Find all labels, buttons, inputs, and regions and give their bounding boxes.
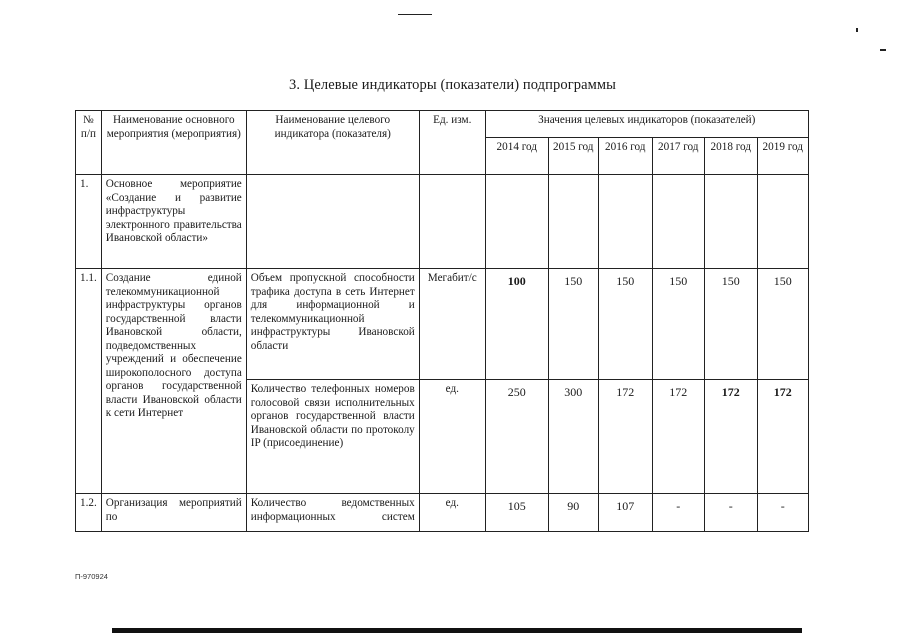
header-values-group: Значения целевых индикаторов (показателей) (485, 111, 808, 138)
value-2015: 150 (548, 269, 598, 380)
row-number: 1. (76, 175, 102, 269)
header-year-2014: 2014 год (485, 138, 548, 175)
value-2018: 150 (704, 269, 757, 380)
indicator-name: Количество телефонных номеров голосовой связи исполнительных органов государственной власти Ивановской области по протоколу IP (присоединение) (246, 380, 419, 494)
scan-edge-bar (112, 628, 802, 633)
row-number: 1.2. (76, 494, 102, 532)
value-2016: 150 (598, 269, 652, 380)
header-year-2018: 2018 год (704, 138, 757, 175)
indicator-name: Объем пропускной способности трафика доступа в сеть Интернет для информационной и телекоммуникационной инфраструктуры Ивановской области (246, 269, 419, 380)
value-2014: 250 (485, 380, 548, 494)
header-indicator: Наименование целевого индикатора (показателя) (246, 111, 419, 175)
indicators-table (75, 110, 809, 532)
value-2017: 150 (652, 269, 704, 380)
value-2016: 107 (598, 494, 652, 532)
header-no: № п/п (76, 111, 102, 175)
table-row (76, 494, 809, 532)
scan-mark-top (398, 14, 432, 15)
measure-cell: Основное мероприятие «Создание и развитие инфраструктуры электронного правительства Ивановской области» (101, 175, 246, 269)
value-2019: 172 (757, 380, 808, 494)
value-2018: 172 (704, 380, 757, 494)
scan-mark-right (856, 28, 858, 32)
row-number: 1.1. (76, 269, 102, 494)
table-row (76, 175, 809, 269)
value-2017: - (652, 494, 704, 532)
indicator-unit: Мегабит/с (419, 269, 485, 380)
indicator-name: Количество ведомственных информационных систем (246, 494, 419, 532)
header-year-2019: 2019 год (757, 138, 808, 175)
header-year-2016: 2016 год (598, 138, 652, 175)
measure-cell: Организация мероприятий по (101, 494, 246, 532)
value-2014: 100 (485, 269, 548, 380)
indicator-unit: ед. (419, 380, 485, 494)
measure-cell: Создание единой телекоммуникационной инфраструктуры органов государственной власти Ивановской области, подведомственных учреждений и обеспечение широкополосного доступа органов государственной власти Ивановской области к сети Интернет (101, 269, 246, 494)
indicator-unit: ед. (419, 494, 485, 532)
header-unit: Ед. изм. (419, 111, 485, 175)
scan-mark-right-2 (880, 49, 886, 51)
value-2019: 150 (757, 269, 808, 380)
value-2018: - (704, 494, 757, 532)
value-2016: 172 (598, 380, 652, 494)
value-2015: 90 (548, 494, 598, 532)
header-year-2015: 2015 год (548, 138, 598, 175)
value-2014: 105 (485, 494, 548, 532)
page-title: 3. Целевые индикаторы (показатели) подпрограммы (288, 77, 617, 93)
header-measure: Наименование основного мероприятия (мероприятия) (101, 111, 246, 175)
value-2015: 300 (548, 380, 598, 494)
value-2017: 172 (652, 380, 704, 494)
value-2019: - (757, 494, 808, 532)
document-code: П-970924 (75, 572, 108, 581)
header-year-2017: 2017 год (652, 138, 704, 175)
table-row (76, 269, 809, 380)
header-row-1 (76, 111, 809, 138)
